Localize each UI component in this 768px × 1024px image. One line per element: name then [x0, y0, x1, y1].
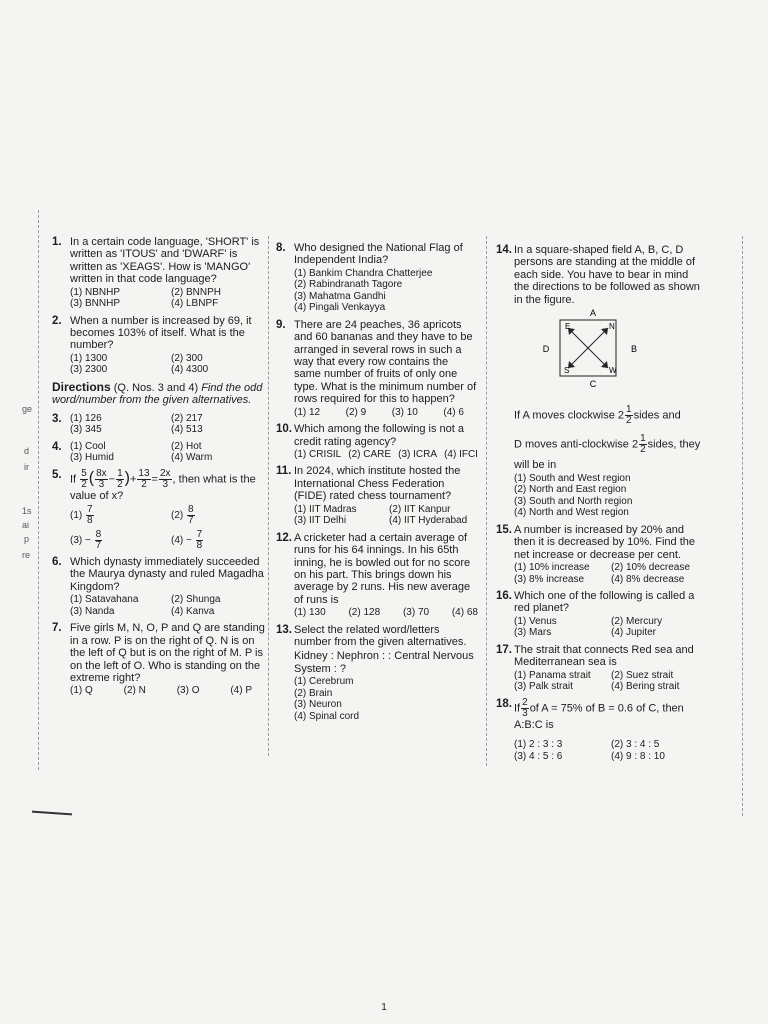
options — [514, 670, 702, 693]
option-2[interactable]: (2) 217 — [171, 412, 203, 424]
option-2[interactable]: (2) Hot — [171, 440, 202, 452]
margin-note: re — [22, 550, 31, 560]
question-12 — [276, 532, 478, 619]
fraction: $\frac{5}{2}$ — [81, 467, 87, 490]
option-4[interactable]: (4) Warm — [171, 452, 213, 464]
option-1[interactable]: (1) $\frac{7}{8}$ — [70, 504, 93, 527]
question-14-line-1: If A moves clockwise 2 $\frac{1}{2}$ sides and — [514, 404, 681, 427]
option-4[interactable]: (4) Kanva — [171, 605, 215, 617]
option-1[interactable]: (1) 126 — [70, 412, 102, 424]
option-3[interactable]: (3) Palk strait — [514, 681, 573, 693]
margin-note: d — [24, 446, 30, 456]
option-4[interactable]: (4) IIT Hyderabad — [389, 515, 468, 527]
option-3[interactable]: (3) Nanda — [70, 605, 115, 617]
square-direction-figure — [538, 308, 648, 388]
margin-note: ai — [22, 520, 30, 530]
options — [514, 562, 702, 585]
options — [70, 287, 266, 310]
question-number: 15. — [496, 523, 512, 536]
page-corner-rule — [32, 811, 72, 816]
options — [70, 685, 266, 697]
option-3[interactable]: (3) − $\frac{8}{7}$ — [70, 529, 102, 552]
options — [294, 676, 478, 722]
question-text: Five girls M, N, O, P and Q are standing in a row. P is on the right of Q. N is on the left of Q but is on the right of M. P is on the left of O. Who is standing on the extreme right? — [70, 622, 265, 684]
option-4[interactable]: (4) 68 — [451, 607, 478, 619]
option-3[interactable]: (3) 70 — [402, 607, 430, 619]
directions-text: Find the odd word/number from the given alternatives. — [52, 381, 263, 407]
figure-label-n: N — [609, 322, 615, 332]
option-1[interactable]: (1) 2 : 3 : 3 — [514, 739, 563, 751]
option-4[interactable]: (4) Jupiter — [611, 627, 657, 639]
option-4[interactable]: (4) IFCI — [444, 448, 478, 460]
question-text: In 2024, which institute hosted the International Chess Federation (FIDE) rated chess tournament? — [294, 465, 461, 503]
options — [514, 739, 702, 762]
option-1[interactable]: (1) South and West region — [514, 472, 631, 484]
margin-note: ir — [24, 462, 29, 472]
option-1[interactable]: (1) 12 — [294, 406, 321, 418]
option-4[interactable]: (4) 4300 — [171, 364, 209, 376]
option-1[interactable]: (1) Bankim Chandra Chatterjee — [294, 267, 433, 279]
option-3[interactable]: (3) 4 : 5 : 6 — [514, 750, 563, 762]
options — [294, 407, 478, 419]
question-3 — [52, 413, 266, 436]
question-text: Which dynasty immediately succeeded the Maurya dynasty and ruled Magadha Kingdom? — [70, 556, 264, 593]
question-1 — [52, 236, 266, 310]
question-text: Select the related word/letters number from the given alternatives. — [294, 623, 467, 649]
question-number: 11. — [276, 465, 292, 478]
option-2[interactable]: (2) Brain — [294, 687, 333, 699]
option-4[interactable]: (4) North and West region — [514, 507, 629, 519]
question-number: 6. — [52, 556, 62, 569]
question-text: A cricketer had a certain average of runs for his 64 innings. In his 65th inning, he is bowled out for no score on his part. This brings down his average by 2 runs. His new average of runs is — [294, 531, 471, 606]
question-15 — [496, 524, 702, 585]
question-11 — [276, 465, 478, 526]
fraction: $\frac{1}{2}$ — [117, 467, 123, 490]
fraction: $\frac{2x}{3}$ — [159, 467, 171, 490]
option-4[interactable]: (4) Bering strait — [611, 681, 680, 693]
fraction: $\frac{8x}{3}$ — [96, 467, 107, 490]
option-2[interactable]: (2) 3 : 4 : 5 — [611, 739, 660, 751]
question-text-equation: If $\frac{2}{3}$ of A = 75% of B = 0.6 of C, then — [514, 696, 684, 719]
options — [294, 449, 478, 461]
figure-label-s: S — [564, 366, 570, 376]
option-2[interactable]: (2) North and East region — [514, 484, 627, 496]
question-number: 5. — [52, 468, 62, 481]
question-text: The strait that connects Red sea and Mediterranean sea is — [514, 643, 694, 669]
question-text: A number is increased by 20% and then it is decreased by 10%. Find the net increase or decrease per cent. — [514, 523, 695, 561]
question-number: 13. — [276, 623, 292, 636]
question-17 — [496, 644, 702, 693]
question-9 — [276, 319, 478, 418]
options — [294, 268, 478, 314]
directions-label: Directions — [52, 379, 111, 394]
question-number: 3. — [52, 412, 62, 425]
option-1[interactable]: (1) 1300 — [70, 352, 108, 364]
options — [514, 473, 702, 519]
column-divider-left-margin — [38, 210, 39, 770]
question-10 — [276, 423, 478, 460]
option-3[interactable]: (3) 2300 — [70, 364, 108, 376]
option-1[interactable]: (1) Cerebrum — [294, 676, 354, 688]
column-divider-2 — [486, 236, 487, 766]
question-text: When a number is increased by 69, it becomes 103% of itself. What is the number? — [70, 314, 252, 352]
option-4[interactable]: (4) P — [230, 685, 252, 697]
option-3[interactable]: (3) 345 — [70, 424, 102, 436]
option-2[interactable]: (2) Suez strait — [611, 669, 674, 681]
figure-label-c: C — [589, 379, 597, 389]
option-2[interactable]: (2) 300 — [171, 352, 203, 364]
option-2[interactable]: (2) Mercury — [611, 615, 663, 627]
question-number: 12. — [276, 531, 292, 544]
directions-block — [52, 381, 266, 407]
question-text-ratio: A:B:C is — [514, 718, 554, 731]
column-divider-right-margin — [742, 236, 743, 816]
option-3[interactable]: (3) Mahatma Gandhi — [294, 290, 386, 302]
question-text: In a certain code language, 'SHORT' is written as 'ITOUS' and 'DWARF' is written as 'XEAGS'. How is 'MANGO' written in that code language? — [70, 236, 260, 286]
margin-note: p — [24, 534, 30, 544]
figure-label-a: A — [589, 308, 597, 319]
question-number: 2. — [52, 314, 62, 327]
option-4[interactable]: (4) 8% decrease — [611, 573, 685, 585]
question-7 — [52, 622, 266, 697]
margin-note: 1s — [22, 506, 32, 516]
option-4[interactable]: (4) 6 — [443, 406, 464, 418]
question-text: There are 24 peaches, 36 apricots and 60 bananas and they have to be arranged in several rows in such a way that every row contains the same number of fruits of only one type. What is the minimum number of rows required for this to happen? — [294, 318, 477, 406]
option-3[interactable]: (3) 8% increase — [514, 573, 585, 585]
option-2[interactable]: (2) 10% decrease — [611, 562, 690, 574]
question-number: 9. — [276, 318, 286, 331]
question-text: Which among the following is not a credit rating agency? — [294, 423, 464, 448]
question-number: 7. — [52, 622, 62, 635]
options — [294, 607, 478, 619]
option-1[interactable]: (1) IIT Madras — [294, 503, 357, 515]
question-number: 4. — [52, 440, 62, 453]
option-2[interactable]: (2) 128 — [348, 607, 381, 619]
question-number: 16. — [496, 590, 512, 603]
option-3[interactable]: (3) Humid — [70, 452, 114, 464]
option-1[interactable]: (1) Q — [70, 685, 93, 697]
question-number: 14. — [496, 244, 512, 256]
option-3[interactable]: (3) South and North region — [514, 495, 633, 507]
option-1[interactable]: (1) 10% increase — [514, 562, 590, 574]
question-5 — [52, 469, 266, 551]
question-4 — [52, 441, 266, 464]
figure-label-e: E — [565, 322, 571, 332]
option-1[interactable]: (1) Panama strait — [514, 669, 591, 681]
option-2[interactable]: (2) $\frac{8}{7}$ — [171, 504, 194, 527]
option-1[interactable]: (1) Satavahana — [70, 594, 139, 606]
option-3[interactable]: (3) Mars — [514, 627, 552, 639]
option-3[interactable]: (3) Neuron — [294, 699, 342, 711]
options — [70, 353, 266, 376]
options — [70, 594, 266, 617]
directions-range: (Q. Nos. 3 and 4) — [113, 381, 199, 394]
question-number: 10. — [276, 423, 292, 436]
option-4[interactable]: (4) 513 — [171, 424, 203, 436]
option-1[interactable]: (1) 130 — [294, 607, 326, 619]
question-number: 1. — [52, 236, 62, 248]
margin-note: ge — [22, 404, 33, 414]
question-14-line-2: D moves anti-clockwise 2 $\frac{1}{2}$ sides, they — [514, 433, 701, 456]
option-3[interactable]: (3) ICRA — [398, 448, 438, 460]
figure-label-d: D — [542, 344, 550, 355]
question-8 — [276, 242, 478, 314]
column-1 — [52, 236, 266, 702]
analogy-text: Kidney : Nephron : : Central Nervous System : ? — [294, 650, 474, 675]
option-4[interactable]: (4) LBNPF — [171, 298, 219, 310]
question-text: In a square-shaped field A, B, C, D persons are standing at the middle of each side. You have to bear in mind the directions to be followed as shown in the figure. — [514, 244, 700, 306]
column-3 — [496, 244, 702, 767]
option-2[interactable]: (2) IIT Kanpur — [389, 503, 451, 515]
options — [70, 413, 266, 436]
option-2[interactable]: (2) 9 — [345, 406, 367, 418]
fraction: $\frac{13}{2}$ — [138, 467, 150, 490]
equation-tail: , then what is the value of x? — [70, 473, 256, 502]
option-3[interactable]: (3) BNNHP — [70, 298, 121, 310]
question-6 — [52, 556, 266, 617]
option-1[interactable]: (1) CRISIL — [294, 448, 342, 460]
option-3[interactable]: (3) 10 — [391, 406, 418, 418]
option-4[interactable]: (4) 9 : 8 : 10 — [611, 750, 665, 762]
question-text: Which one of the following is called a red planet? — [514, 590, 695, 615]
option-1[interactable]: (1) Venus — [514, 615, 557, 627]
option-3[interactable]: (3) IIT Delhi — [294, 515, 347, 527]
options — [70, 505, 266, 551]
options — [294, 504, 478, 527]
option-1[interactable]: (1) Cool — [70, 440, 106, 452]
column-divider-1 — [268, 236, 269, 756]
figure-label-w: W — [609, 366, 617, 376]
question-number: 8. — [276, 242, 286, 254]
options — [70, 441, 266, 464]
option-4[interactable]: (4) Pingali Venkayya — [294, 302, 386, 314]
figure-label-b: B — [630, 344, 638, 355]
option-3[interactable]: (3) O — [176, 685, 200, 697]
question-14-line-3: will be in — [514, 459, 557, 472]
page-number: 1 — [381, 1002, 387, 1013]
question-13 — [276, 624, 478, 723]
option-2[interactable]: (2) N — [123, 685, 146, 697]
question-number: 17. — [496, 643, 512, 656]
question-2 — [52, 315, 266, 376]
option-2[interactable]: (2) Shunga — [171, 594, 221, 606]
option-2[interactable]: (2) BNNPH — [171, 286, 222, 298]
question-text-equation: If $\frac{5}{2}$ ( $\frac{8x}{3}$ − $\frac{1}{2}$ )+ $\frac{13}{2}$ = $\frac{2x}{3}$ , then what is the value of x? — [70, 467, 256, 502]
question-text: Who designed the National Flag of Independent India? — [294, 242, 463, 267]
option-4[interactable]: (4) Spinal cord — [294, 710, 360, 722]
option-2[interactable]: (2) Rabindranath Tagore — [294, 279, 403, 291]
option-2[interactable]: (2) CARE — [348, 448, 392, 460]
options — [514, 616, 702, 639]
question-number: 18. — [496, 697, 512, 710]
column-2 — [276, 242, 478, 727]
option-4[interactable]: (4) − $\frac{7}{8}$ — [171, 529, 203, 552]
option-1[interactable]: (1) NBNHP — [70, 286, 121, 298]
question-14 — [496, 244, 702, 519]
equation-if: If — [70, 473, 77, 486]
question-16 — [496, 590, 702, 639]
question-18 — [496, 698, 702, 762]
